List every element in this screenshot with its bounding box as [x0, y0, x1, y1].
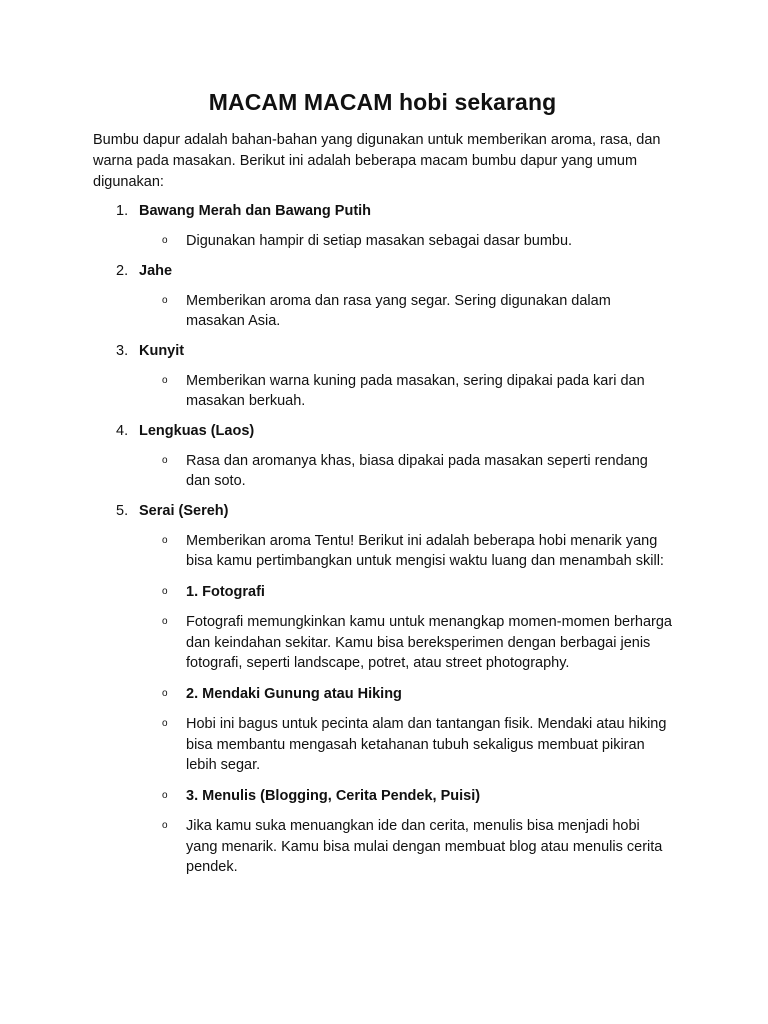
sub-list-item — [93, 531, 672, 572]
sub-list-item — [93, 714, 672, 776]
sub-list-item — [93, 582, 672, 603]
list-item-heading-text: Kunyit — [139, 342, 185, 359]
list-item-number: 1. — [116, 203, 129, 219]
hollow-bullet-icon: o — [162, 687, 168, 699]
sub-list-item — [93, 786, 672, 807]
sub-bullet-list — [93, 531, 672, 878]
sub-list-item — [93, 451, 672, 492]
sub-list-item — [93, 816, 672, 878]
sub-list-item-text: Fotografi memungkinkan kamu untuk menangkap momen-momen berharga dan keindahan sekitar. Kamu bisa bereksperimen dengan berbagai jenis fotografi, seperti landscape, potret, atau street photography. — [186, 614, 672, 671]
sub-list-item-text: 3. Menulis (Blogging, Cerita Pendek, Puisi) — [186, 787, 481, 804]
sub-list-item — [93, 291, 672, 332]
list-item — [93, 201, 672, 252]
sub-list-item-text: Memberikan aroma dan rasa yang segar. Sering digunakan dalam masakan Asia. — [186, 292, 611, 329]
hollow-bullet-icon: o — [162, 294, 168, 306]
list-item-number: 3. — [116, 342, 129, 359]
intro-paragraph: Bumbu dapur adalah bahan-bahan yang digunakan untuk memberikan aroma, rasa, dan warna pada masakan. Berikut ini adalah beberapa macam bumbu dapur yang umum digunakan: — [93, 132, 661, 190]
hollow-bullet-icon: o — [162, 616, 168, 627]
hollow-bullet-icon: o — [162, 585, 168, 597]
sub-list-item-text: Digunakan hampir di setiap masakan sebagai dasar bumbu. — [186, 233, 573, 249]
sub-list-item-text: Rasa dan aromanya khas, biasa dipakai pada masakan seperti rendang dan soto. — [186, 452, 648, 489]
list-item-heading — [93, 341, 672, 362]
sub-list-item — [93, 371, 672, 412]
list-item-number: 4. — [116, 422, 129, 439]
sub-bullet-list — [93, 371, 672, 412]
hollow-bullet-icon: o — [162, 235, 168, 246]
sub-bullet-list — [93, 231, 672, 252]
list-item-number: 5. — [116, 502, 129, 519]
sub-list-item-text: Jika kamu suka menuangkan ide dan cerita, menulis bisa menjadi hobi yang menarik. Kamu bisa mulai dengan membuat blog atau menulis cerita pendek. — [186, 818, 663, 875]
sub-list-item-text: Memberikan warna kuning pada masakan, sering dipakai pada kari dan masakan berkuah. — [186, 372, 645, 409]
hollow-bullet-icon: o — [162, 820, 168, 831]
list-item-heading-text: Jahe — [139, 262, 173, 279]
list-item-heading — [93, 201, 672, 222]
list-item-heading-text: Serai (Sereh) — [139, 502, 229, 519]
list-item-heading — [93, 261, 672, 282]
hollow-bullet-icon: o — [162, 374, 168, 386]
hollow-bullet-icon: o — [162, 534, 168, 546]
sub-list-item — [93, 684, 672, 705]
sub-list-item-text: Memberikan aroma Tentu! Berikut ini adalah beberapa hobi menarik yang bisa kamu pertimbangkan untuk mengisi waktu luang dan menambah skill: — [186, 532, 664, 569]
sub-list-item-text: 1. Fotografi — [186, 583, 265, 600]
page-title: MACAM MACAM hobi sekarang — [208, 89, 557, 115]
list-item-heading-text: Lengkuas (Laos) — [139, 422, 255, 439]
sub-list-item-text: Hobi ini bagus untuk pecinta alam dan tantangan fisik. Mendaki atau hiking bisa membantu mengasah ketahanan tubuh sekaligus membuat pikiran lebih segar. — [186, 716, 667, 773]
sub-list-item-text: 2. Mendaki Gunung atau Hiking — [186, 685, 402, 702]
hollow-bullet-icon: o — [162, 718, 168, 729]
list-item-number: 2. — [116, 262, 129, 279]
list-item — [93, 341, 672, 412]
sub-list-item — [93, 231, 672, 252]
list-item-heading — [93, 501, 672, 522]
hollow-bullet-icon: o — [162, 454, 168, 466]
list-item — [93, 261, 672, 332]
list-item — [93, 421, 672, 492]
sub-list-item — [93, 612, 672, 674]
list-item-heading — [93, 421, 672, 442]
list-item — [93, 501, 672, 878]
sub-bullet-list — [93, 451, 672, 492]
hollow-bullet-icon: o — [162, 789, 168, 801]
list-item-heading-text: Bawang Merah dan Bawang Putih — [139, 203, 372, 219]
sub-bullet-list — [93, 291, 672, 332]
numbered-list — [93, 201, 672, 878]
